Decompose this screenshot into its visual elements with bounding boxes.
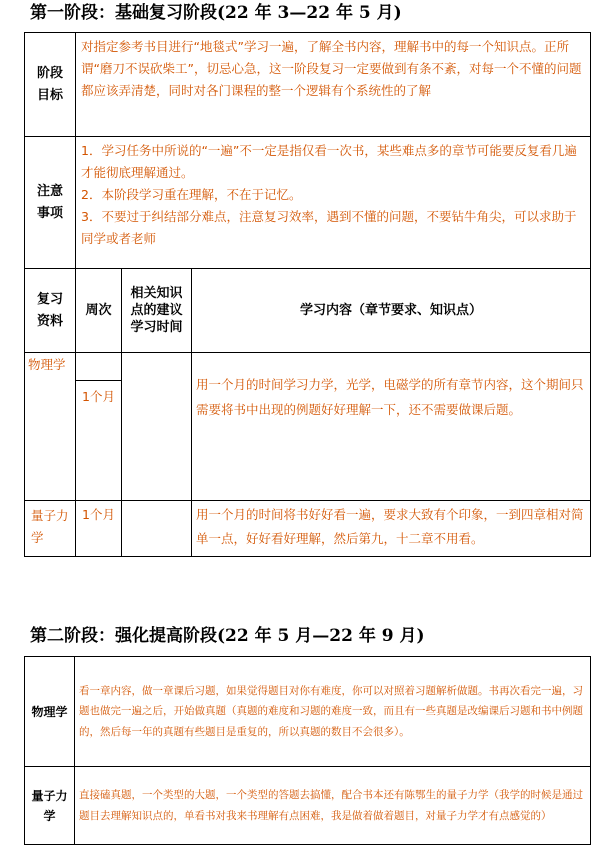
notes-label-line2: 事项 [36,205,63,221]
stage1-heading: 第一阶段：基础复习阶段(22 年 3—22 年 5 月) [30,3,402,23]
subject-cell: 量子力学 [25,767,75,845]
note-item: 1．学习任务中所说的“一遍”不一定是指仅看一次书，某些难点多的章节可能要反复看几遍才能彻底理解通过。 [81,143,577,180]
table-row [25,353,591,381]
table-row [25,657,591,767]
content-cell: 直接磕真题，一个类型的大题，一个类型的答题去搞懂，配合书本还有陈鄂生的量子力学（我学的时候是通过题目去理解知识点的，单看书对我来书理解有点困难，我是做着做着题目，对量子力学才有点感觉的） [75,767,591,845]
notes-text [76,137,591,269]
notes-label-line1: 注意 [36,183,63,199]
header-materials: 复习资料 [25,269,76,353]
subject-cell: 物理学 [25,353,76,501]
goal-label-line2: 目标 [36,87,63,103]
stage2-heading: 第二阶段：强化提高阶段(22 年 5 月—22 年 9 月) [30,626,425,646]
goal-text: 对指定参考书目进行“地毯式”学习一遍，了解全书内容，理解书中的每一个知识点。正所谓“磨刀不误砍柴工”，切忌心急，这一阶段复习一定要做到有条不紊，对每一个不懂的问题都应该弄清楚，同时对各门课程的整一个逻辑有个系统性的了解 [76,33,591,137]
header-content: 学习内容（章节要求、知识点） [192,269,591,353]
content-cell: 用一个月的时间将书好好看一遍，要求大致有个印象，一到四章相对简单一点，好好看好理解，然后第九，十二章不用看。 [192,501,591,557]
note-item: 2．本阶段学习重在理解，不在于记忆。 [81,187,302,202]
content-cell: 看一章内容，做一章课后习题，如果觉得题目对你有难度，你可以对照着习题解析做题。书再次看完一遍，习题也做完一遍之后，开始做真题（真题的难度和习题的难度一致，而且有一些真题是改编课后习题和书中例题的，然后每一年的真题有些题目是重复的，所以真题的数目不会很多）。 [75,657,591,767]
notes-label [25,137,76,269]
time-cell [122,353,192,501]
table-row [25,767,591,845]
subject-cell: 量子力学 [25,501,76,557]
time-cell [122,501,192,557]
stage2-table [24,656,591,845]
goal-row [25,33,591,137]
header-week: 周次 [76,269,122,353]
goal-label [25,33,76,137]
subject-cell: 物理学 [25,657,75,767]
notes-row [25,137,591,269]
note-item: 3．不要过于纠结部分难点，注意复习效率，遇到不懂的问题，不要钻牛角尖，可以求助于同学或者老师 [81,209,577,246]
week-cell: 1个月 [76,381,122,501]
week-cell: 1个月 [76,501,122,557]
column-header-row [25,269,591,353]
table-row [25,501,591,557]
stage1-table [24,32,591,557]
week-cell-empty [76,353,122,381]
goal-label-line1: 阶段 [36,65,63,81]
header-suggested-time: 相关知识点的建议学习时间 [122,269,192,353]
content-cell: 用一个月的时间学习力学，光学，电磁学的所有章节内容，这个期间只需要将书中出现的例题好好理解一下，还不需要做课后题。 [192,353,591,501]
